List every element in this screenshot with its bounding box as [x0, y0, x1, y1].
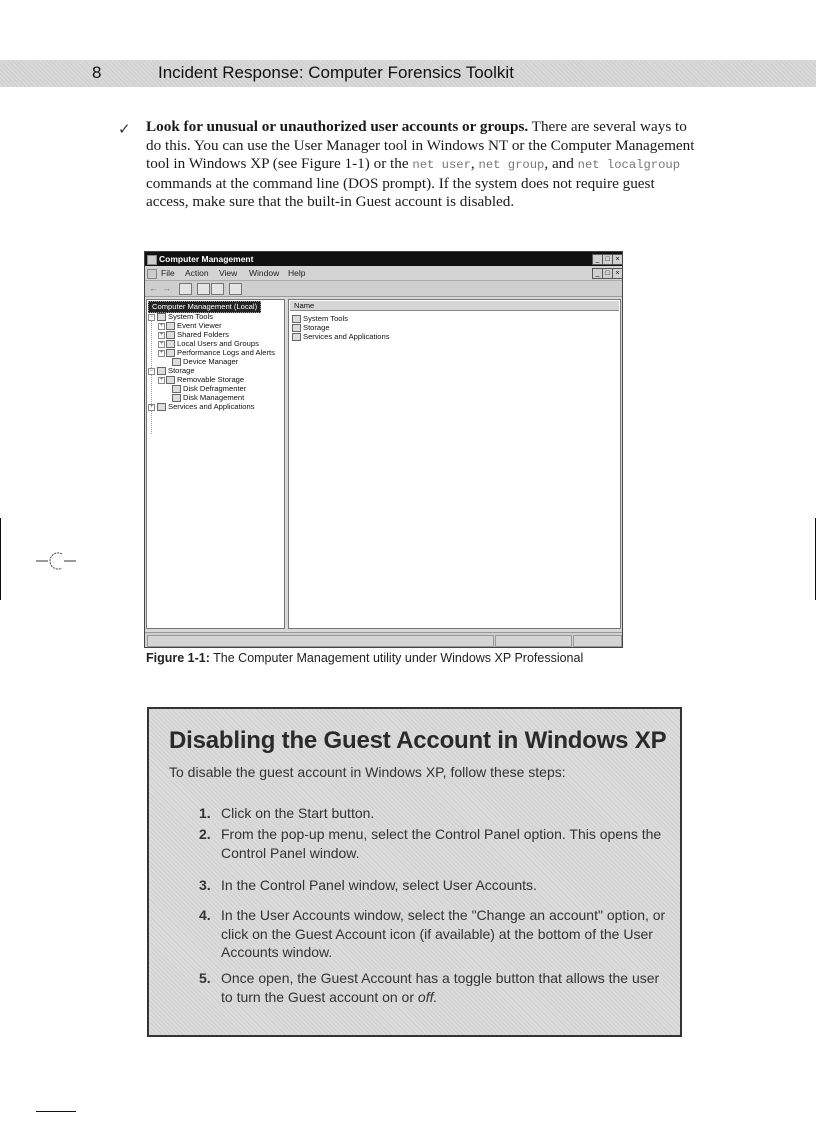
tree-label: Event Viewer	[177, 321, 222, 330]
tree-label: Removable Storage	[177, 375, 245, 384]
tree-item-local-users[interactable]	[166, 339, 259, 348]
menu-bar	[145, 266, 622, 281]
list-item[interactable]	[292, 314, 348, 323]
collapse-icon[interactable]: −	[149, 314, 154, 320]
step-number: 5.	[199, 970, 211, 986]
figure-caption	[146, 651, 583, 665]
sidebar-box	[147, 707, 682, 1037]
tree-label: System Tools	[168, 312, 214, 321]
step-number: 1.	[199, 805, 211, 821]
crop-mark	[0, 518, 1, 600]
crop-mark	[36, 1111, 76, 1112]
list-label: Services and Applications	[303, 332, 390, 341]
maximize-icon[interactable]: □	[602, 254, 613, 265]
removable-storage-icon	[166, 376, 175, 384]
services-icon	[292, 333, 301, 341]
expand-icon[interactable]: +	[159, 377, 164, 383]
bullet-text: There are several ways to do this. You can use the User Manager tool in Windows NT or the Computer Management tool in Windows XP (see Figure 1-1) or the	[146, 118, 695, 173]
menu-file[interactable]: File	[161, 268, 175, 278]
folder-icon	[166, 331, 175, 339]
registration-mark-icon	[36, 546, 76, 576]
tree-item-services-apps[interactable]	[157, 402, 255, 411]
step-text	[221, 969, 669, 1006]
tree-item-event-viewer[interactable]	[166, 321, 222, 330]
expand-icon[interactable]: +	[159, 350, 164, 356]
performance-icon	[166, 349, 175, 357]
storage-icon	[292, 324, 301, 332]
up-level-icon[interactable]	[179, 283, 192, 295]
list-label: Storage	[303, 323, 330, 332]
code-net-localgroup: net localgroup	[577, 158, 681, 173]
step-text: Click on the Start button.	[221, 805, 375, 821]
computer-management-window	[144, 251, 623, 648]
checkmark-bullet-icon: ✓	[118, 121, 131, 138]
tree-item-perf-logs[interactable]	[166, 348, 275, 357]
status-pane	[495, 635, 572, 647]
tree-item-device-manager[interactable]	[172, 357, 238, 366]
tree-pane	[146, 299, 285, 629]
expand-icon[interactable]: +	[159, 341, 164, 347]
tree-item-system-tools[interactable]	[157, 312, 213, 321]
event-viewer-icon	[166, 322, 175, 330]
running-head: Incident Response: Computer Forensics Toolkit	[158, 63, 514, 82]
computer-management-icon	[147, 255, 157, 265]
step-number: 3.	[199, 877, 211, 893]
window-titlebar	[145, 252, 622, 266]
expand-icon[interactable]: +	[159, 332, 164, 338]
list-item[interactable]	[292, 323, 330, 332]
details-pane	[288, 299, 621, 629]
document-icon	[147, 269, 157, 279]
status-bar	[145, 632, 622, 648]
step-text: In the Control Panel window, select User Accounts.	[221, 877, 537, 893]
device-manager-icon	[172, 358, 181, 366]
step-text-emphasis: off.	[417, 988, 438, 1005]
properties-icon[interactable]	[211, 283, 224, 295]
tree-label: Services and Applications	[168, 402, 255, 411]
toolbar	[145, 281, 622, 297]
tree-item-disk-management[interactable]	[172, 393, 244, 402]
sidebar-intro: To disable the guest account in Windows XP, follow these steps:	[169, 764, 566, 780]
back-arrow-icon[interactable]: ←	[149, 283, 158, 293]
list-item[interactable]	[292, 332, 390, 341]
forward-arrow-icon[interactable]: →	[162, 283, 171, 293]
menu-action[interactable]: Action	[185, 268, 209, 278]
bullet-lead: Look for unusual or unauthorized user accounts or groups.	[146, 118, 529, 135]
step-number: 4.	[199, 907, 211, 923]
tools-icon	[292, 315, 301, 323]
tree-label: Storage	[168, 366, 195, 375]
tree-label: Local Users and Groups	[177, 339, 259, 348]
step-text: From the pop-up menu, select the Control Panel option. This opens the Control Panel window.	[221, 826, 662, 861]
status-pane-main	[147, 635, 494, 647]
tree-item-storage[interactable]	[157, 366, 195, 375]
collapse-icon[interactable]: −	[149, 368, 154, 374]
page-number: 8	[92, 63, 102, 82]
services-icon	[157, 403, 166, 411]
tree-label: Shared Folders	[177, 330, 229, 339]
tree-item-shared-folders[interactable]	[166, 330, 229, 339]
storage-icon	[157, 367, 166, 375]
tree-item-removable-storage[interactable]	[166, 375, 244, 384]
tree-item-disk-defrag[interactable]	[172, 384, 246, 393]
status-pane	[573, 635, 622, 647]
defrag-icon	[172, 385, 181, 393]
separator: , and	[544, 155, 578, 173]
window-title: Computer Management	[159, 254, 254, 264]
figure-caption-text: The Computer Management utility under Windows XP Professional	[209, 651, 584, 665]
disk-icon	[172, 394, 181, 402]
minimize-icon[interactable]: _	[592, 254, 603, 265]
menu-view[interactable]: View	[219, 268, 238, 278]
list-label: System Tools	[303, 314, 349, 323]
expand-icon[interactable]: +	[159, 323, 164, 329]
step-text: In the User Accounts window, select the "Change an account" option, or click on the Guest Account icon (if available) at the bottom of the User Accounts window.	[221, 907, 666, 961]
menu-window[interactable]: Window	[249, 268, 280, 278]
tree-label: Disk Management	[183, 393, 245, 402]
figure-label: Figure 1-1:	[146, 651, 210, 665]
step-number: 2.	[199, 826, 211, 842]
separator: ,	[470, 155, 479, 173]
bullet-paragraph	[146, 118, 701, 212]
help-icon[interactable]	[229, 283, 242, 295]
step-text-main: Once open, the Guest Account has a toggle button that allows the user to turn the Guest account on or	[221, 970, 660, 1005]
show-tree-icon[interactable]	[197, 283, 210, 295]
column-header-name[interactable]: Name	[290, 301, 619, 311]
menu-help[interactable]: Help	[288, 268, 306, 278]
users-icon	[166, 340, 175, 348]
child-close-icon[interactable]: ×	[612, 268, 623, 279]
sidebar-title: Disabling the Guest Account in Windows XP	[169, 727, 667, 754]
child-restore-icon[interactable]: □	[602, 268, 613, 279]
tree-label: Device Manager	[183, 357, 239, 366]
close-icon[interactable]: ×	[612, 254, 623, 265]
tree-label: Disk Defragmenter	[183, 384, 247, 393]
expand-icon[interactable]: +	[149, 404, 154, 410]
tree-root[interactable]: Computer Management (Local)	[148, 301, 261, 313]
child-minimize-icon[interactable]: _	[592, 268, 603, 279]
code-net-user: net user	[412, 158, 471, 173]
tree-label: Performance Logs and Alerts	[177, 348, 275, 357]
code-net-group: net group	[478, 158, 545, 173]
bullet-text: commands at the command line (DOS prompt). If the system does not require guest access, make sure that the built-in Guest account is disabled.	[146, 174, 655, 211]
tools-icon	[157, 313, 166, 321]
